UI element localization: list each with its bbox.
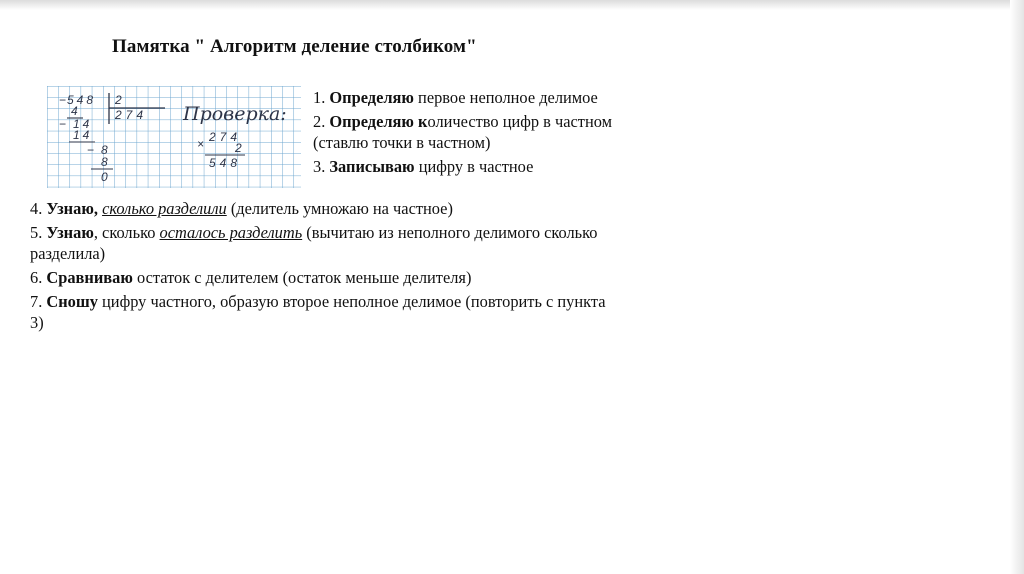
step-1: [313, 87, 613, 108]
minus-sign: −: [59, 93, 67, 107]
step-text-pre: , сколько: [93, 223, 156, 242]
subtraction-step: 8: [101, 155, 108, 169]
step-text: первое неполное делимое: [418, 88, 598, 107]
step-keyword: Определяю к: [329, 112, 428, 131]
steps-list-top: [313, 87, 613, 180]
step-number: 7.: [30, 292, 43, 311]
dividend: 548: [67, 93, 97, 107]
step-7: [30, 291, 620, 333]
step-number: 4.: [30, 199, 43, 218]
step-number: 1.: [313, 88, 326, 107]
subtraction-step: 8: [101, 143, 108, 157]
step-keyword: Сравниваю: [46, 268, 133, 287]
check-label: Проверка:: [183, 103, 287, 125]
step-text: остаток с делителем (остаток меньше делителя): [136, 268, 472, 287]
step-2: [313, 111, 613, 153]
check-multiplier: 2: [235, 141, 242, 155]
subtraction-step: 14: [73, 117, 93, 131]
step-text: цифру в частное: [418, 157, 534, 176]
steps-list-bottom: [30, 198, 620, 336]
step-4: [30, 198, 620, 219]
step-keyword: Узнаю: [46, 223, 94, 242]
step-number: 6.: [30, 268, 43, 287]
step-text: цифру частного, образую второе неполное делимое (повторить с пункта 3): [30, 292, 606, 332]
step-number: 2.: [313, 112, 326, 131]
check-result: 548: [209, 156, 242, 170]
step-keyword: Сношу: [46, 292, 98, 311]
subtraction-step: 14: [73, 128, 93, 142]
step-number: 5.: [30, 223, 43, 242]
minus-sign: −: [59, 117, 67, 131]
step-underlined-text: сколько разделили: [102, 199, 227, 218]
step-text: оличество цифр в частном (ставлю точки в частном): [313, 112, 612, 152]
minus-sign: −: [87, 143, 95, 157]
page-title: Памятка " Алгоритм деление столбиком": [112, 36, 477, 57]
top-edge-shadow: [0, 0, 1024, 10]
step-3: [313, 156, 613, 177]
check-multiplicand: 274: [209, 130, 242, 144]
right-edge-shadow: [1010, 0, 1024, 574]
subtraction-step: 4: [71, 104, 78, 118]
step-underlined-text: осталось разделить: [159, 223, 303, 242]
step-keyword: Определяю: [329, 88, 414, 107]
step-keyword: Записываю: [329, 157, 415, 176]
quotient: 274: [115, 108, 148, 122]
step-text: (вычитаю из неполного делимого сколько разделила): [30, 223, 598, 263]
divisor: 2: [115, 93, 122, 107]
remainder: 0: [101, 170, 108, 184]
step-text: (делитель умножаю на частное): [230, 199, 453, 218]
multiply-sign: ×: [197, 137, 205, 151]
step-6: [30, 267, 620, 288]
step-number: 3.: [313, 157, 326, 176]
step-5: [30, 222, 620, 264]
step-keyword: Узнаю,: [46, 199, 98, 218]
division-example-image: [47, 86, 301, 188]
